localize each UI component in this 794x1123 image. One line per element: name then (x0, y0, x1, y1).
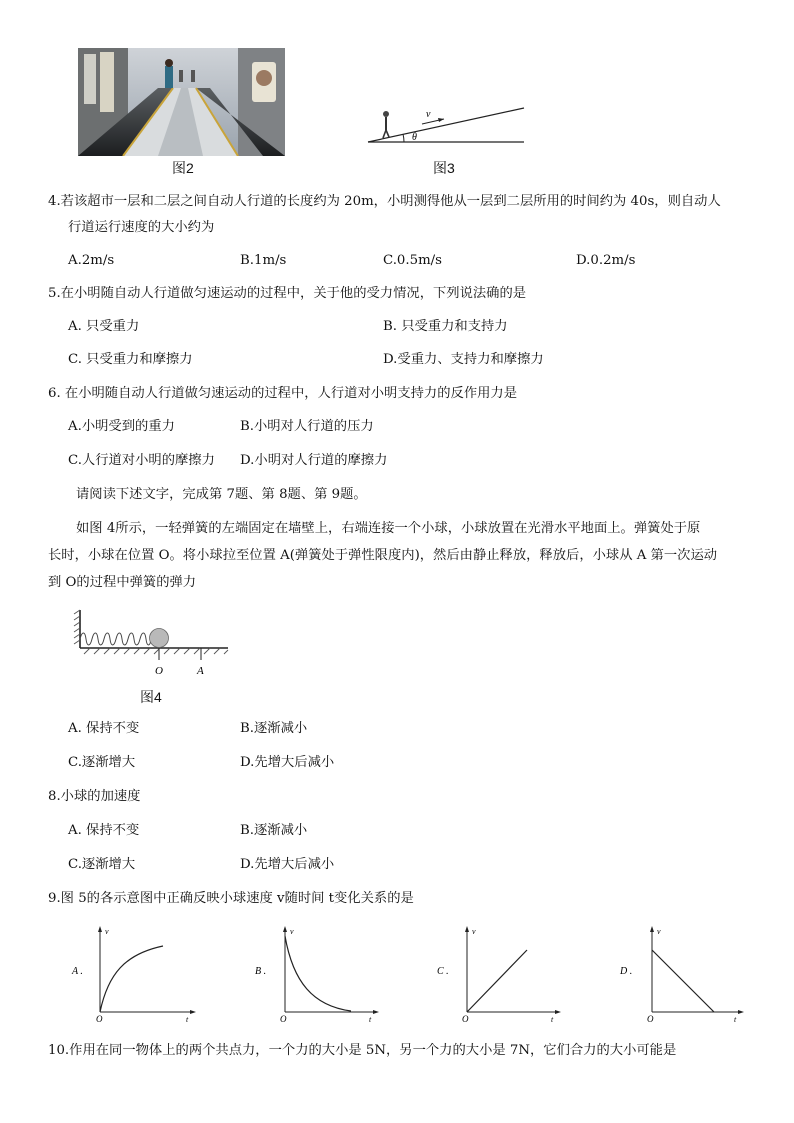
graph-c-t: t (551, 1015, 554, 1024)
q6-option-b[interactable]: B.小明对人行道的压力 (240, 419, 374, 434)
passage-line3: 到 O的过程中弹簧的弹力 (48, 575, 197, 590)
incline-diagram (364, 100, 526, 150)
q8-stem: 8.小球的加速度 (48, 789, 141, 804)
graph-b-label: B . (255, 966, 267, 977)
q4-line2: 行道运行速度的大小约为 (68, 220, 215, 235)
incline-diagram-art (364, 100, 526, 150)
spring-diagram-art (72, 608, 232, 680)
graph-a-t: t (186, 1015, 189, 1024)
graph-b-o: O (280, 1014, 287, 1024)
fig4-caption: 图4 (140, 689, 162, 705)
graph-d-o: O (647, 1014, 654, 1024)
q7-option-d[interactable]: D.先增大后减小 (240, 755, 335, 770)
graph-b-v: v (290, 927, 294, 936)
graph-c-v: v (472, 927, 476, 936)
passage-line2: 长时，小球在位置 O。将小球拉至位置 A(弹簧处于弹性限度内)，然后由静止释放，释放后，小球从 A 第一次运动 (48, 548, 718, 563)
q7-option-a[interactable]: A. 保持不变 (68, 721, 140, 736)
q4-option-c[interactable]: C.0.5m/s (383, 253, 442, 268)
graph-a-o: O (96, 1014, 103, 1024)
q8-option-a[interactable]: A. 保持不变 (68, 823, 140, 838)
graph-c-o: O (462, 1014, 469, 1024)
graph-b[interactable] (253, 924, 383, 1024)
graph-d-label: D . (620, 966, 633, 977)
q4-line1: 4.若该超市一层和二层之间自动人行道的长度约为 20m，小明测得他从一层到二层所用的时间约为 40s，则自动人 (48, 194, 721, 209)
escalator-photo (78, 48, 285, 156)
q9-stem: 9.图 5的各示意图中正确反映小球速度 v随时间 t变化关系的是 (48, 891, 414, 906)
q5-option-d[interactable]: D.受重力、支持力和摩擦力 (383, 352, 544, 367)
fig2-caption: 图2 (172, 160, 194, 176)
graph-a-art (70, 924, 200, 1024)
point-o-label: O (155, 665, 163, 677)
q7-option-c[interactable]: C.逐渐增大 (68, 755, 136, 770)
q5-stem: 5.在小明随自动人行道做匀速运动的过程中，关于他的受力情况，下列说法确的是 (48, 286, 527, 301)
graph-d-t: t (734, 1015, 737, 1024)
q6-option-c[interactable]: C.人行道对小明的摩擦力 (68, 453, 215, 468)
q4-option-a[interactable]: A.2m/s (68, 253, 115, 268)
graph-a[interactable] (70, 924, 200, 1024)
angle-label: θ (412, 132, 417, 143)
reading-intro: 请阅读下述文字，完成第 7题、第 8题、第 9题。 (76, 487, 367, 502)
q8-option-b[interactable]: B.逐渐减小 (240, 823, 308, 838)
escalator-photo-art (78, 48, 285, 156)
graph-d-v: v (657, 927, 661, 936)
fig3-caption: 图3 (433, 160, 455, 176)
q6-option-a[interactable]: A.小明受到的重力 (68, 419, 175, 434)
passage-line1: 如图 4所示，一轻弹簧的左端固定在墙壁上，右端连接一个小球，小球放置在光滑水平地面上。弹簧处于原 (76, 521, 701, 536)
q7-option-b[interactable]: B.逐渐减小 (240, 721, 308, 736)
q4-option-b[interactable]: B.1m/s (240, 253, 287, 268)
spring-diagram (72, 608, 232, 680)
q6-stem: 6. 在小明随自动人行道做匀速运动的过程中，人行道对小明支持力的反作用力是 (48, 386, 518, 401)
graph-a-label: A . (72, 966, 83, 977)
q5-option-b[interactable]: B. 只受重力和支持力 (383, 319, 508, 334)
graph-b-t: t (369, 1015, 372, 1024)
graph-c-label: C . (437, 966, 449, 977)
q8-option-d[interactable]: D.先增大后减小 (240, 857, 335, 872)
q10-stem: 10.作用在同一物体上的两个共点力，一个力的大小是 5N，另一个力的大小是 7N，它们合力的大小可能是 (48, 1043, 677, 1058)
graph-b-art (253, 924, 383, 1024)
graph-a-v: v (105, 927, 109, 936)
q5-option-c[interactable]: C. 只受重力和摩擦力 (68, 352, 193, 367)
q8-option-c[interactable]: C.逐渐增大 (68, 857, 136, 872)
point-a-label: A (197, 665, 204, 677)
q6-option-d[interactable]: D.小明对人行道的摩擦力 (240, 453, 388, 468)
graph-c-art (435, 924, 565, 1024)
graph-d[interactable] (618, 924, 748, 1024)
graph-c[interactable] (435, 924, 565, 1024)
q5-option-a[interactable]: A. 只受重力 (68, 319, 140, 334)
graph-d-art (618, 924, 748, 1024)
velocity-label: v (426, 109, 431, 120)
q4-option-d[interactable]: D.0.2m/s (576, 253, 636, 268)
